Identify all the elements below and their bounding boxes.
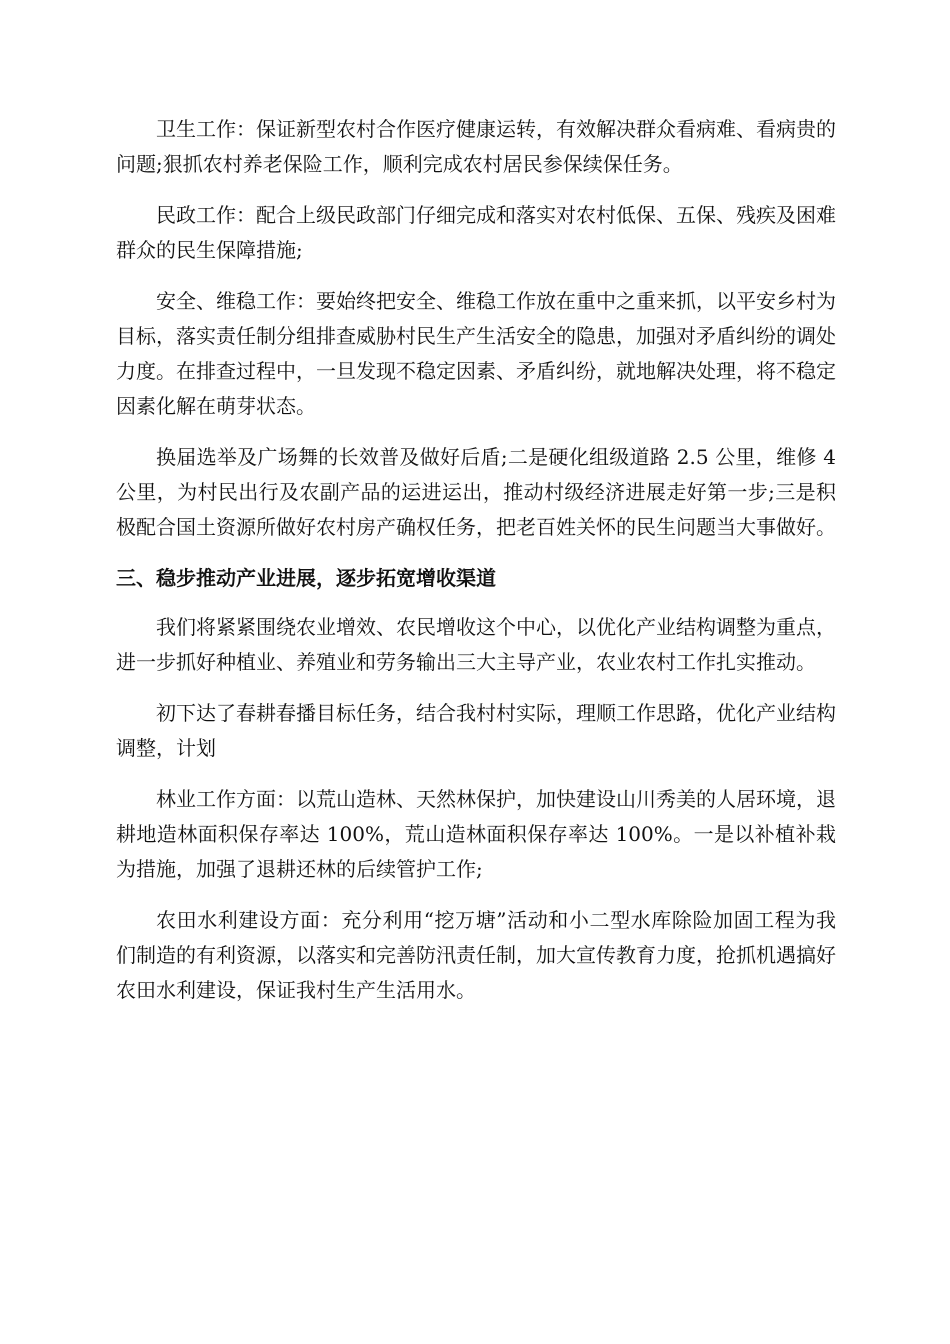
paragraph-election-roads: 换届选举及广场舞的长效普及做好后盾;二是硬化组级道路 2.5 公里，维修 4 公里，为村民出行及农副产品的运进运出，推动村级经济进展走好第一步;三是积极配合国土资源所做好农村房产确权任务，把老百姓关怀的民生问题当大事做好。 [116,445,836,539]
paragraph-health-work: 卫生工作：保证新型农村合作医疗健康运转，有效解决群众看病难、看病贵的问题;狠抓农村养老保险工作，顺利完成农村居民参保续保任务。 [116,117,836,176]
paragraph-water-conservancy: 农田水利建设方面：充分利用“挖万塘”活动和小二型水库除险加固工程为我们制造的有利资源，以落实和完善防汛责任制，加大宣传教育力度，抢抓机遇搞好农田水利建设，保证我村生产生活用水。 [116,908,836,1002]
document-body [116,112,836,1024]
section-heading-industry: 三、稳步推动产业进展，逐步拓宽增收渠道 [116,566,496,590]
paragraph-safety-stability: 安全、维稳工作：要始终把安全、维稳工作放在重中之重来抓，以平安乡村为目标，落实责任制分组排查威胁村民生产生活安全的隐患，加强对矛盾纠纷的调处力度。在排查过程中，一旦发现不稳定因素、矛盾纠纷，就地解决处理，将不稳定因素化解在萌芽状态。 [116,289,836,418]
paragraph-agriculture-focus: 我们将紧紧围绕农业增效、农民增收这个中心，以优化产业结构调整为重点，进一步抓好种植业、养殖业和劳务输出三大主导产业，农业农村工作扎实推动。 [116,615,836,674]
paragraph-civil-affairs: 民政工作：配合上级民政部门仔细完成和落实对农村低保、五保、残疾及困难群众的民生保障措施; [116,203,836,262]
paragraph-forestry: 林业工作方面：以荒山造林、天然林保护，加快建设山川秀美的人居环境，退耕地造林面积保存率达 100%，荒山造林面积保存率达 100%。一是以补植补栽为措施，加强了退耕还林的后续管护工作; [116,787,836,881]
paragraph-spring-planting: 初下达了春耕春播目标任务，结合我村村实际，理顺工作思路，优化产业结构调整，计划 [116,701,836,760]
